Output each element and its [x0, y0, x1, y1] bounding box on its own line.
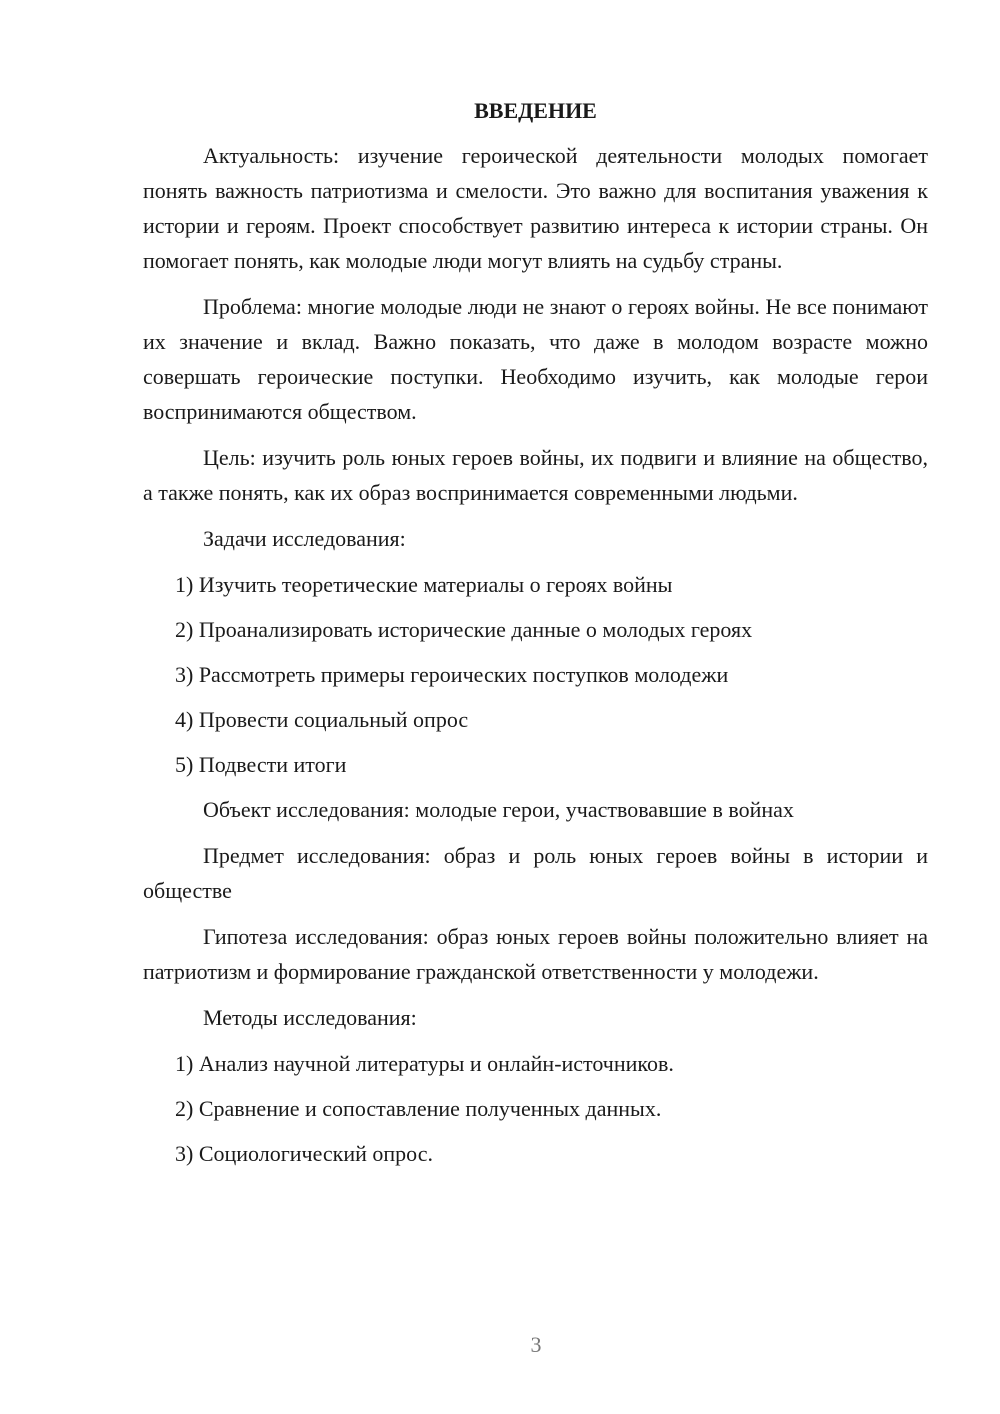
method-item: 2) Сравнение и сопоставление полученных данных. — [175, 1096, 662, 1121]
page-number: 3 — [530, 1332, 542, 1357]
task-item: 2) Проанализировать исторические данные о молодых героях — [175, 617, 753, 642]
relevance-paragraph: Актуальность: изучение героической деятельности молодых помогает понять важность патриотизма и смелости. Это важно для воспитания уважения к истории и героям. Проект способствует развитию интереса к истории страны. Он помогает понять, как молодые люди могут влиять на судьбу страны. — [143, 143, 928, 273]
document-page — [143, 93, 928, 1181]
task-item: 3) Рассмотреть примеры героических поступков молодежи — [175, 662, 729, 687]
tasks-heading: Задачи исследования: — [203, 526, 406, 551]
problem-paragraph: Проблема: многие молодые люди не знают о героях войны. Не все понимают их значение и вклад. Важно показать, что даже в молодом возрасте можно совершать героические поступки. Необходимо изучить, как молодые герои воспринимаются обществом. — [143, 294, 928, 424]
subject-paragraph: Предмет исследования: образ и роль юных героев войны в истории и обществе — [143, 843, 928, 903]
hypothesis-paragraph: Гипотеза исследования: образ юных героев войны положительно влияет на патриотизм и формирование гражданской ответственности у молодежи. — [143, 924, 928, 984]
task-item: 5) Подвести итоги — [175, 752, 347, 777]
method-item: 3) Социологический опрос. — [175, 1141, 433, 1166]
task-item: 1) Изучить теоретические материалы о героях войны — [175, 572, 673, 597]
goal-paragraph: Цель: изучить роль юных героев войны, их подвиги и влияние на общество, а также понять, как их образ воспринимается современными людьми. — [143, 445, 928, 505]
object-paragraph: Объект исследования: молодые герои, участвовавшие в войнах — [203, 797, 794, 822]
method-item: 1) Анализ научной литературы и онлайн-источников. — [175, 1051, 674, 1076]
task-item: 4) Провести социальный опрос — [175, 707, 469, 732]
methods-heading: Методы исследования: — [203, 1005, 417, 1030]
section-title: ВВЕДЕНИЕ — [474, 98, 597, 123]
